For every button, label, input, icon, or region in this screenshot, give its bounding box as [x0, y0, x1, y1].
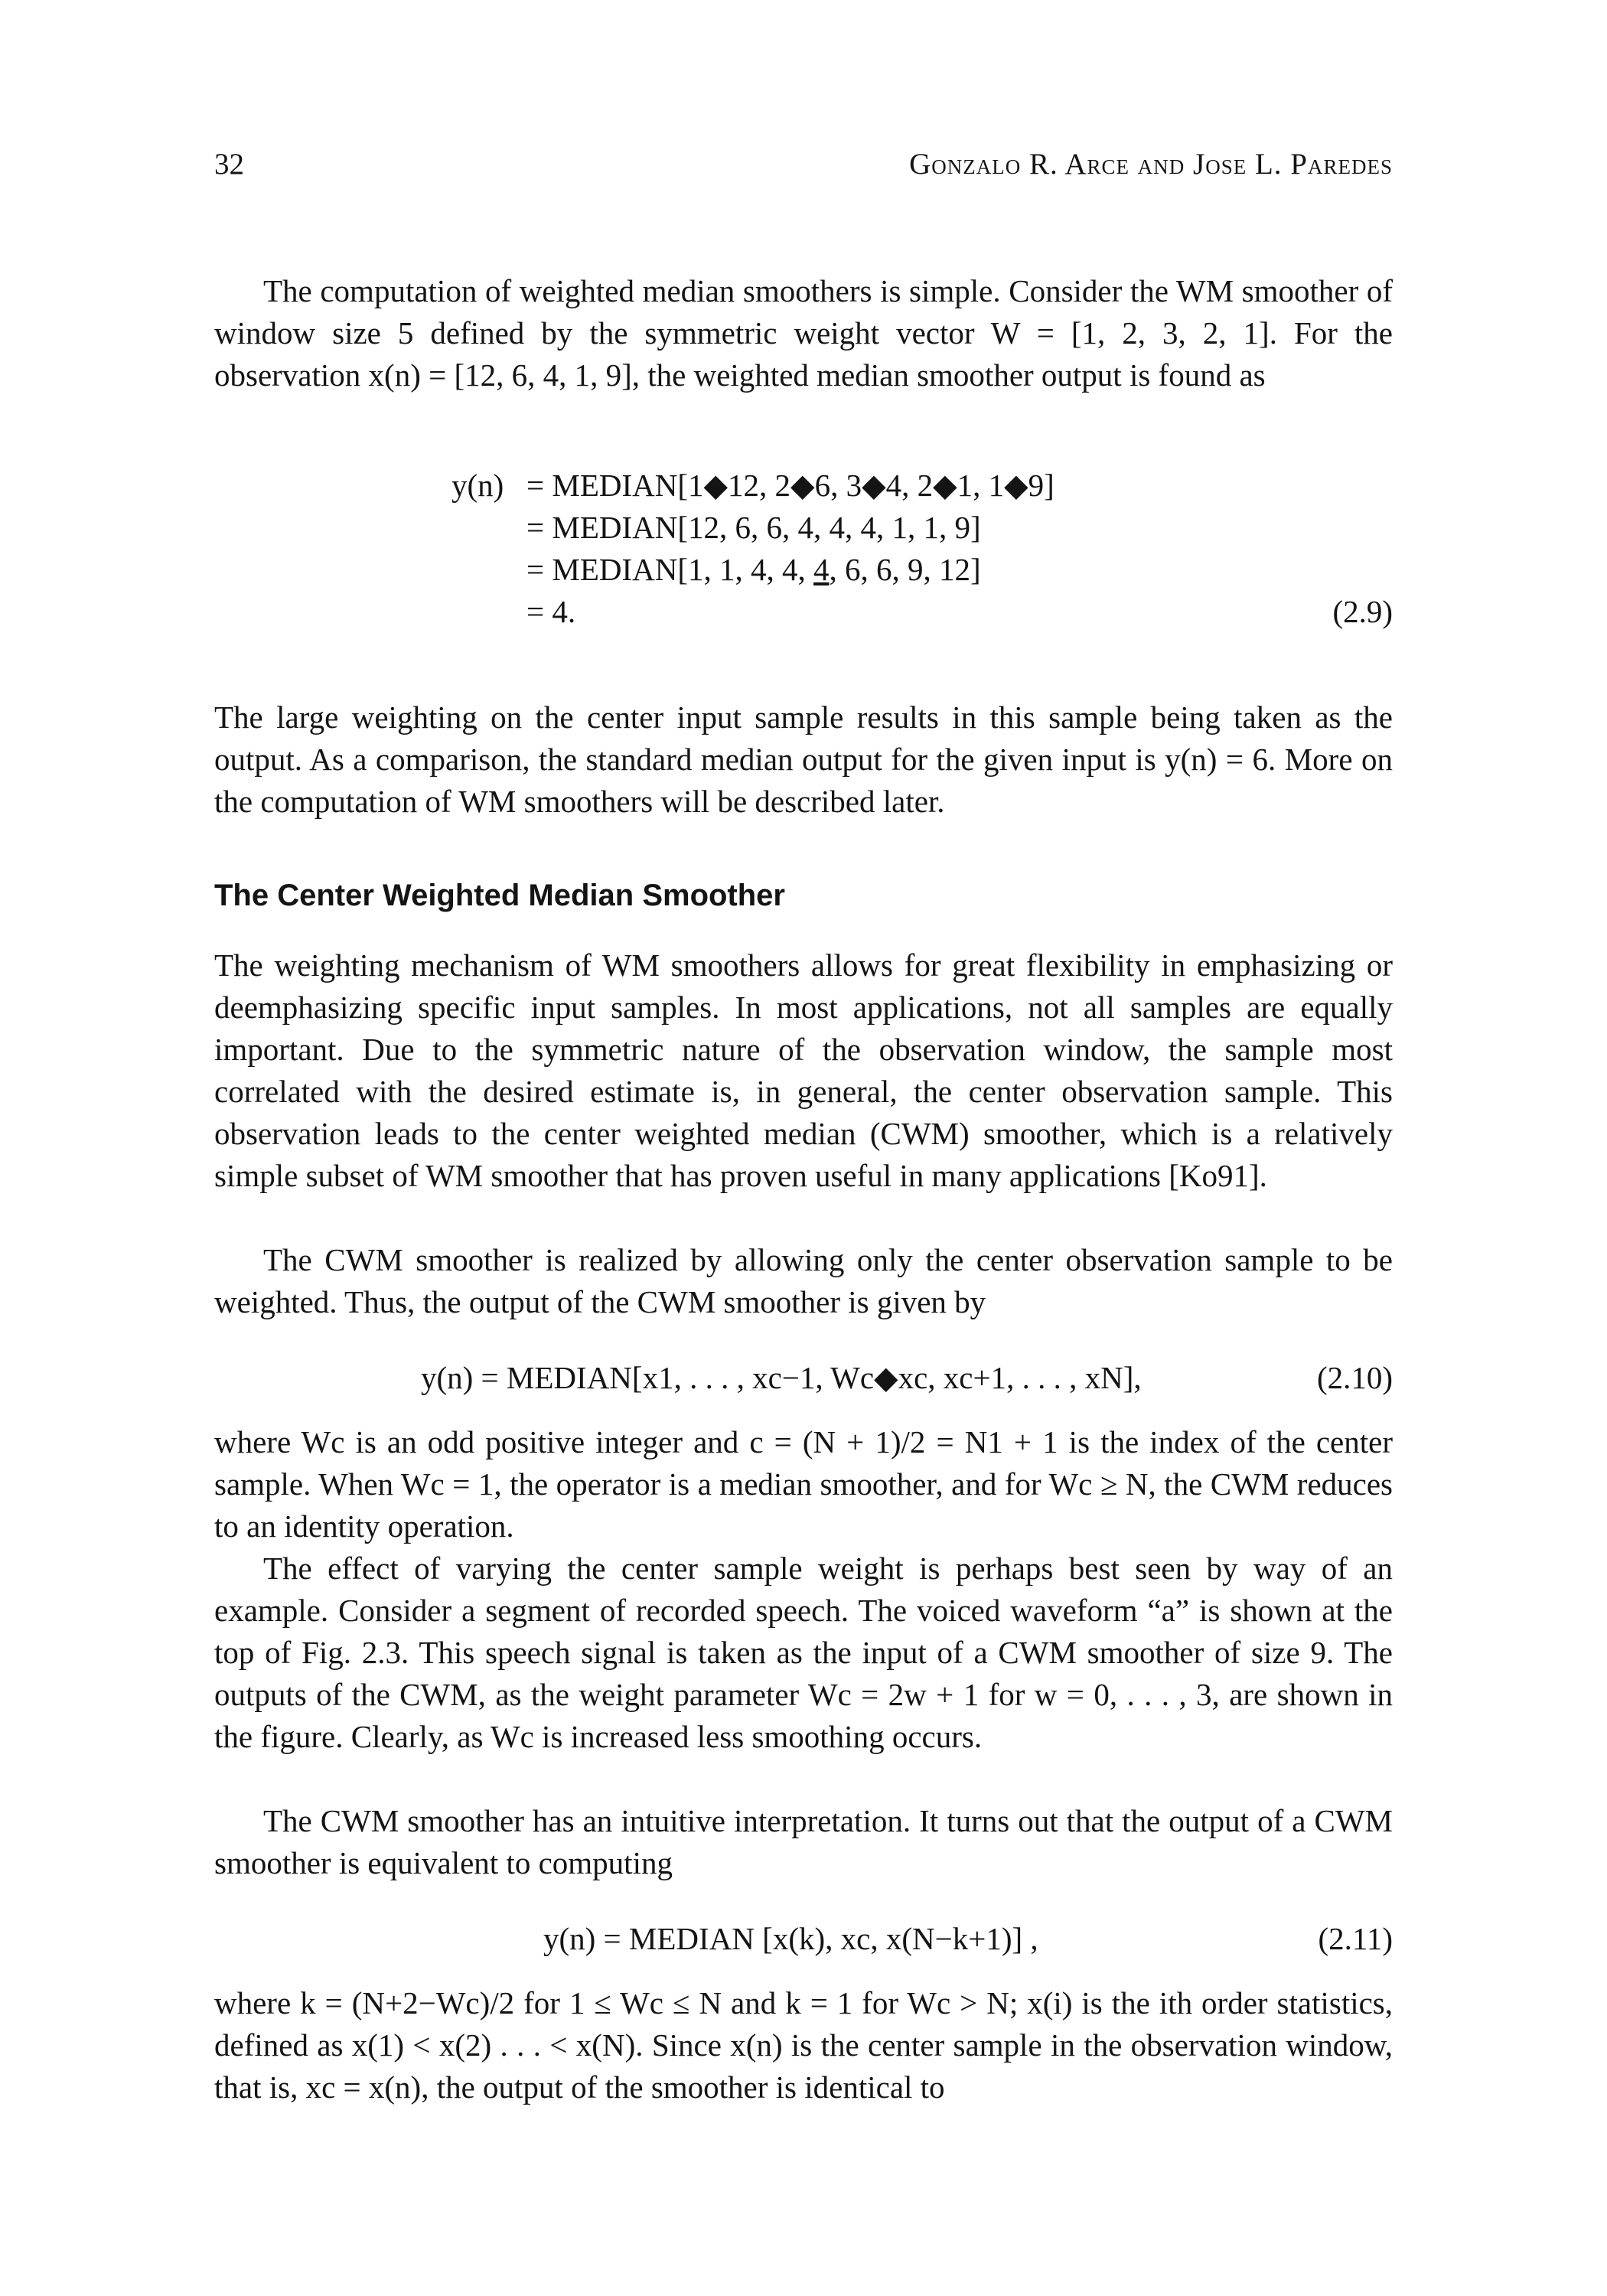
equation-lhs: y(n) — [451, 468, 504, 503]
equation-line: = 4. — [526, 594, 576, 629]
page — [214, 0, 1393, 2296]
equation-number: (2.11) — [1318, 1921, 1393, 1956]
running-head-authors: Gonzalo R. Arce and Jose L. Paredes — [909, 148, 1393, 181]
paragraph-speech-example: The effect of varying the center sample weight is perhaps best seen by way of an example. Consider a segment of recorded speech. The voiced waveform “a” is shown at the top of Fig. 2.3. This speech signal is taken as the input of a CWM smoother of size 9. The outputs of the CWM, as the weight parameter Wc = 2w + 1 for w = 0, . . . , 3, are shown in the figure. Clearly, as Wc is increased less smoothing occurs. — [214, 1551, 1393, 1754]
page-number: 32 — [214, 148, 244, 181]
running-header — [214, 147, 1393, 193]
paragraph-order-statistics: where k = (N+2−Wc)/2 for 1 ≤ Wc ≤ N and k = 1 for Wc > N; x(i) is the ith order statistics, defined as x(1) < x(2) . . . < x(N). Since x(n) is the center sample in the observation window, that is, xc = x(n), the output of the smoother is identical to — [214, 1985, 1393, 2105]
paragraph-interpretation: The CWM smoother has an intuitive interpretation. It turns out that the output of a CWM smoother is equivalent to computing — [214, 1803, 1393, 1880]
paragraph-cwm-definition: The CWM smoother is realized by allowing only the center observation sample to be weighted. Thus, the output of the CWM smoother is given by — [214, 1242, 1393, 1319]
equation-text: y(n) = MEDIAN[x1, . . . , xc−1, Wc◆xc, xc+1, . . . , xN], — [421, 1360, 1142, 1395]
equation-text: y(n) = MEDIAN [x(k), xc, x(N−k+1)] , — [543, 1921, 1038, 1956]
equation-number: (2.9) — [1332, 594, 1393, 629]
paragraph-wm-computation: The computation of weighted median smoothers is simple. Consider the WM smoother of window size 5 defined by the symmetric weight vector W = [1, 2, 3, 2, 1]. For the observation x(n) = [12, 6, 4, 1, 9], the weighted median smoother output is found as — [214, 273, 1393, 393]
equation-line-part: , 6, 6, 9, 12] — [829, 552, 981, 587]
section-heading: The Center Weighted Median Smoother — [214, 879, 785, 912]
equation-line: = MEDIAN[1◆12, 2◆6, 3◆4, 2◆1, 1◆9] — [526, 468, 1054, 503]
paragraph-cwm-index: where Wc is an odd positive integer and c = (N + 1)/2 = N1 + 1 is the index of the center sample. When Wc = 1, the operator is a median smoother, and for Wc ≥ N, the CWM reduces to an identity operation. — [214, 1424, 1393, 1544]
equation-line: = MEDIAN[12, 6, 6, 4, 4, 4, 1, 1, 9] — [526, 510, 981, 545]
equation-number: (2.10) — [1316, 1360, 1393, 1395]
median-marker: 4 — [813, 552, 830, 587]
paragraph-weighting-mechanism: The weighting mechanism of WM smoothers allows for great flexibility in emphasizing or deemphasizing specific input samples. In most applications, not all samples are equally important. Due to the symmetric nature of the observation window, the sample most correlated with the desired estimate is, in general, the center observation sample. This observation leads to the center weighted median (CWM) smoother, which is a relatively simple subset of WM smoother that has proven useful in many applications [Ko91]. — [214, 947, 1393, 1193]
equation-line-part: = MEDIAN[1, 1, 4, 4, — [526, 552, 814, 587]
paragraph-comparison: The large weighting on the center input sample results in this sample being taken as the output. As a comparison, the standard median output for the given input is y(n) = 6. More on the computation of WM smoothers will be described later. — [214, 700, 1393, 819]
equation-line — [526, 549, 981, 591]
